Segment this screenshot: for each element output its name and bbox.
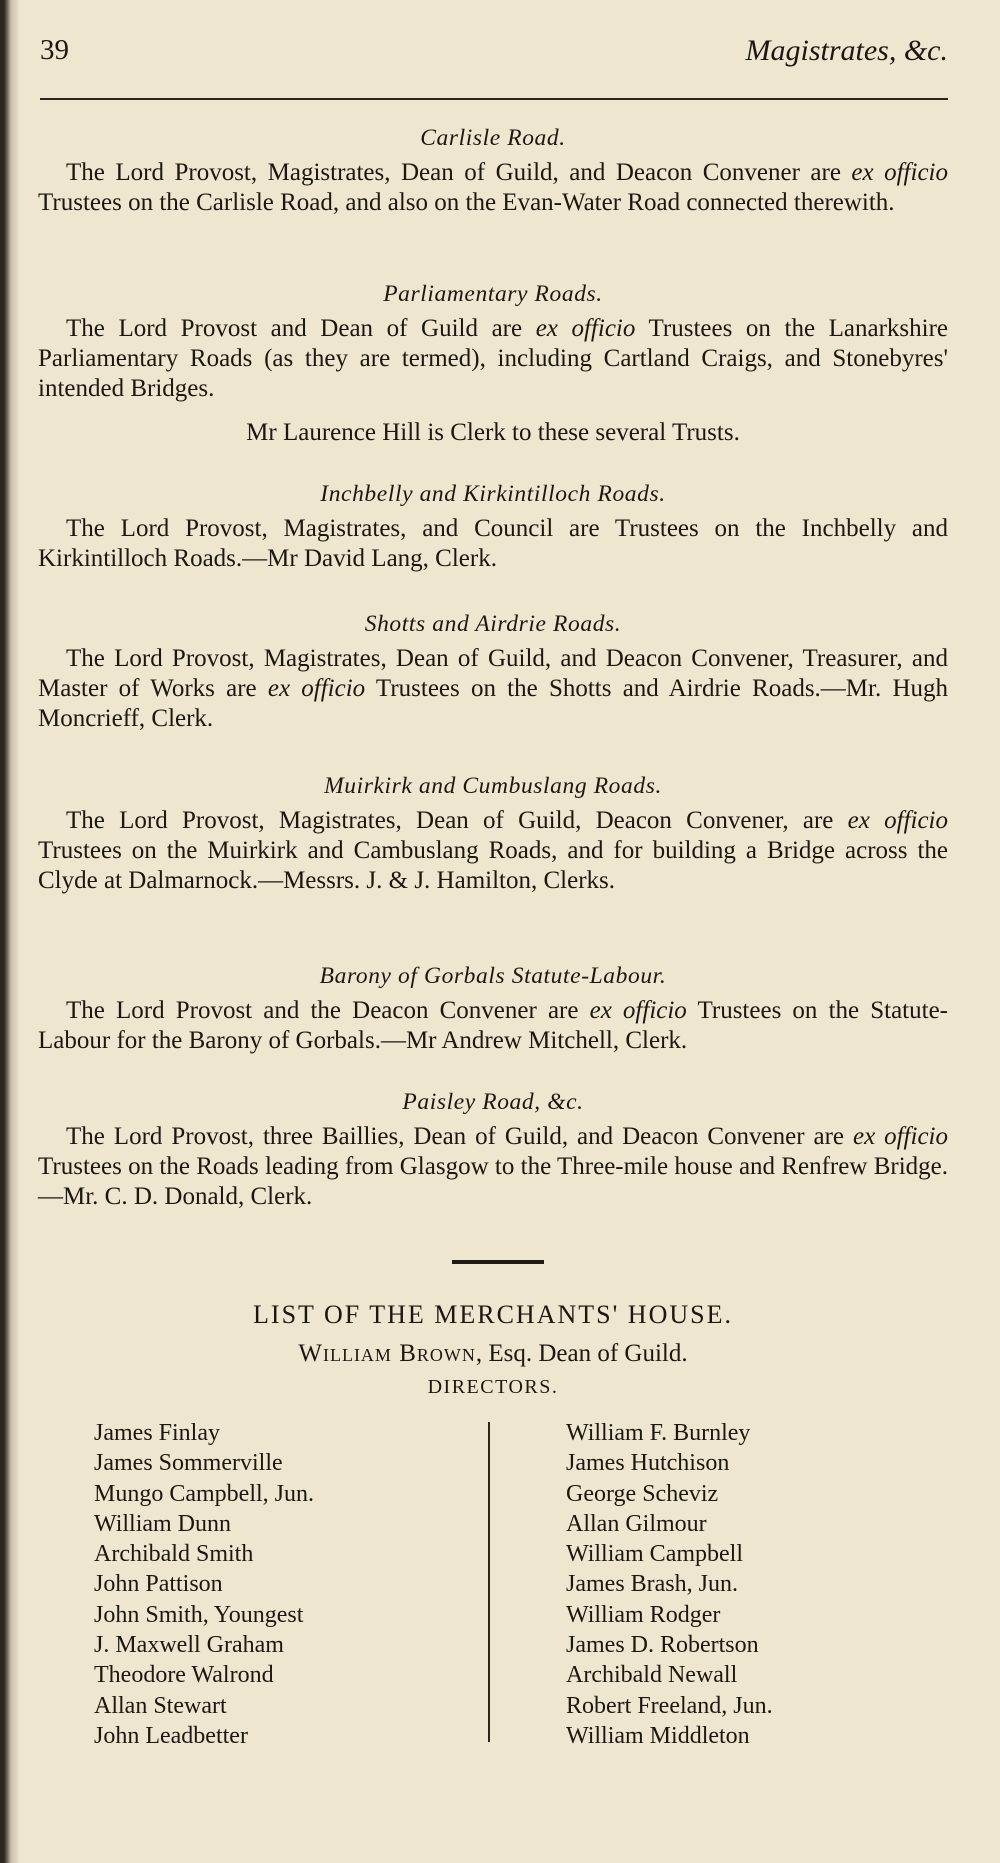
director-name: William F. Burnley xyxy=(566,1420,751,1446)
directors-left-column xyxy=(94,1418,474,1751)
section-paragraph: The Lord Provost, Magistrates, Dean of Guild, Deacon Convener, are ex officio Trustees on the Muirkirk and Cambuslang Roads, and for building a Bridge across the Clyde at Dalmarnock.—Messrs. J. & J. Hamilton, Clerks. xyxy=(38,807,949,894)
section-title: Muirkirk and Cumbuslang Roads. xyxy=(324,773,662,799)
director-name: James Brash, Jun. xyxy=(566,1571,738,1598)
dean-of-guild-line xyxy=(38,1340,948,1368)
section-title: Paisley Road, &c. xyxy=(402,1089,584,1115)
director-name: James Hutchison xyxy=(566,1450,730,1477)
section-muirkirk-roads xyxy=(38,772,948,896)
director-name: John Pattison xyxy=(94,1571,223,1598)
director-name: Allan Stewart xyxy=(94,1692,227,1719)
section-divider xyxy=(452,1260,544,1264)
directors-heading: DIRECTORS. xyxy=(427,1376,559,1398)
section-title: Carlisle Road. xyxy=(420,125,566,151)
section-paragraph: The Lord Provost, three Baillies, Dean of Guild, and Deacon Convener are ex officio Trustees on the Roads leading from Glasgow to the Three-mile house and Renfrew Bridge.—Mr. C. D. Donald, Clerk. xyxy=(38,1123,948,1210)
dean-title: , Esq. Dean of Guild. xyxy=(475,1340,688,1367)
director-name: John Leadbetter xyxy=(94,1722,248,1749)
director-name: John Smith, Youngest xyxy=(94,1601,304,1628)
section-shotts-roads xyxy=(38,610,948,734)
merchants-house-title: LIST OF THE MERCHANTS' HOUSE. xyxy=(253,1300,733,1329)
director-name: Archibald Newall xyxy=(566,1662,738,1689)
section-parliamentary-roads xyxy=(38,280,948,448)
running-title: Magistrates, &c. xyxy=(745,34,948,67)
section-paragraph: The Lord Provost and the Deacon Convener are ex officio Trustees on the Statute-Labour for the Barony of Gorbals.—Mr Andrew Mitchell, Clerk. xyxy=(38,997,948,1054)
director-name: Theodore Walrond xyxy=(94,1662,274,1689)
director-name: Robert Freeland, Jun. xyxy=(566,1692,773,1719)
section-gorbals-statute-labour xyxy=(38,962,948,1056)
director-name: William Dunn xyxy=(94,1510,232,1537)
section-paragraph: The Lord Provost, Magistrates, Dean of Guild, and Deacon Convener, Treasurer, and Master of Works are ex officio Trustees on the Shotts and Airdrie Roads.—Mr. Hugh Moncrieff, Clerk. xyxy=(38,645,948,732)
book-page xyxy=(38,0,948,1863)
director-name: James Sommerville xyxy=(94,1450,283,1477)
column-divider xyxy=(488,1422,490,1742)
director-name: Archibald Smith xyxy=(94,1541,254,1568)
section-title: Parliamentary Roads. xyxy=(383,281,603,307)
director-name: J. Maxwell Graham xyxy=(94,1632,284,1659)
section-paragraph: The Lord Provost, Magistrates, Dean of Guild, and Deacon Convener are ex officio Trustees on the Carlisle Road, and also on the Evan-Water Road connected therewith. xyxy=(38,159,948,216)
running-head xyxy=(38,34,948,74)
page-number: 39 xyxy=(40,34,69,66)
header-rule xyxy=(40,98,948,100)
dean-name: William Brown xyxy=(298,1340,476,1367)
section-carlisle-road xyxy=(38,124,948,218)
clerk-note: Mr Laurence Hill is Clerk to these several Trusts. xyxy=(246,419,740,446)
section-paragraph: The Lord Provost and Dean of Guild are ex officio Trustees on the Lanarkshire Parliamentary Roads (as they are termed), including Cartland Craigs, and Stonebyres' intended Bridges. xyxy=(38,315,949,402)
director-name: James D. Robertson xyxy=(566,1632,759,1659)
book-binding-edge xyxy=(0,0,20,1863)
section-title: Shotts and Airdrie Roads. xyxy=(364,611,622,637)
director-name: William Campbell xyxy=(566,1541,743,1568)
director-name: William Middleton xyxy=(566,1722,750,1749)
section-title: Barony of Gorbals Statute-Labour. xyxy=(319,963,667,989)
director-name: George Scheviz xyxy=(566,1480,719,1507)
director-name: Allan Gilmour xyxy=(566,1510,707,1537)
section-paisley-road xyxy=(38,1088,948,1212)
section-title: Inchbelly and Kirkintilloch Roads. xyxy=(320,481,666,507)
director-name: William Rodger xyxy=(566,1601,721,1628)
directors-right-column xyxy=(566,1418,946,1751)
section-paragraph: The Lord Provost, Magistrates, and Council are Trustees on the Inchbelly and Kirkintilloch Roads.—Mr David Lang, Clerk. xyxy=(38,515,948,572)
director-name: Mungo Campbell, Jun. xyxy=(94,1480,314,1507)
director-name: James Finlay xyxy=(94,1420,220,1446)
section-inchbelly-roads xyxy=(38,480,948,574)
